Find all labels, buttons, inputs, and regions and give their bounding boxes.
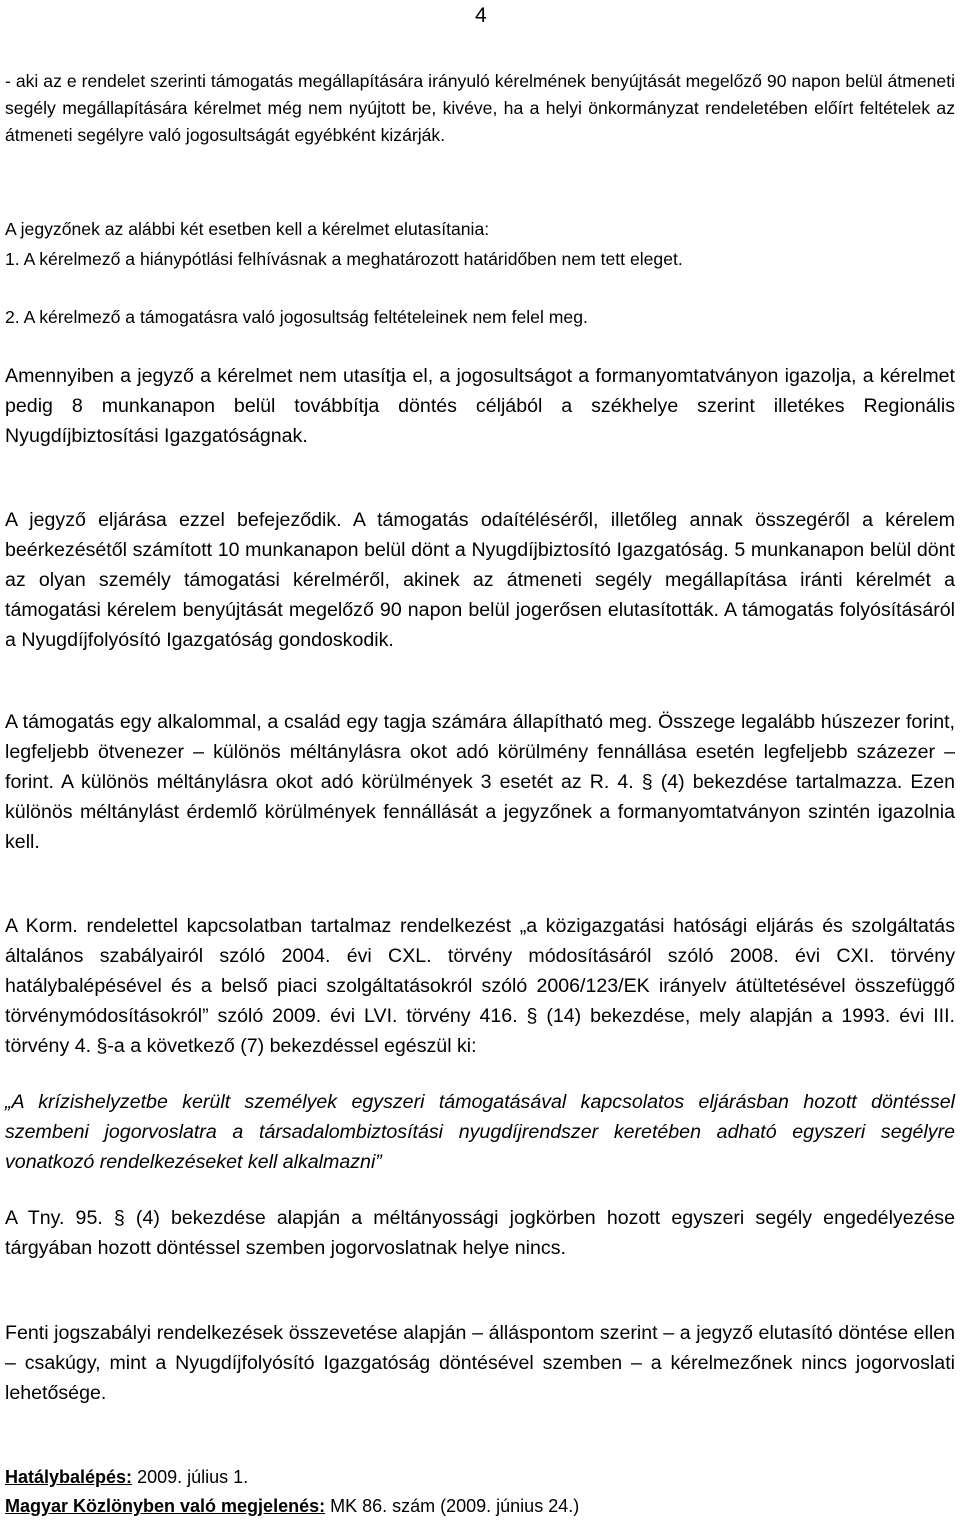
paragraph-rejection-case-1	[5, 246, 955, 273]
paragraph-text: - aki az e rendelet szerinti támogatás megállapítására irányuló kérelmének benyújtását megelőző 90 napon belül átmeneti segély megállapítására kérelmet még nem nyújtott be, kivéve, ha a helyi önkormányzat rendeletében előírt feltételek az átmeneti segélyre való jogosultságát egyébként kizárják.	[5, 71, 955, 145]
paragraph-quoted-provision	[5, 1087, 955, 1177]
paragraph-text: „A krízishelyzetbe került személyek egyszeri támogatásával kapcsolatos eljárásban hozott döntéssel szembeni jogorvoslatra a társadalombiztosítási nyugdíjrendszer keretében adható egyszeri segélyre vonatkozó rendelkezéseket kell alkalmazni”	[5, 1091, 955, 1173]
paragraph-text: A jegyzőnek az alábbi két esetben kell a kérelmet elutasítania:	[5, 219, 490, 239]
paragraph-eligibility-condition	[5, 68, 955, 149]
paragraph-rejection-intro	[5, 216, 955, 243]
paragraph-text: A támogatás egy alkalommal, a család egy tagja számára állapítható meg. Összege legalább húszezer forint, legfeljebb ötvenezer – különös méltánylásra okot adó körülmény fennállása esetén legfeljebb százezer – forint. A különös méltánylásra okot adó körülmények 3 esetét az R. 4. § (4) bekezdése tartalmazza. Ezen különös méltánylást érdemlő körülmények fennállását a jegyzőnek a formanyomtatványon szintén igazolnia kell.	[5, 711, 955, 853]
paragraph-text: A Korm. rendelettel kapcsolatban tartalmaz rendelkezést „a közigazgatási hatósági eljárás és szolgáltatás általános szabályairól szóló 2004. évi CXL. törvény módosításáról szóló 2008. évi CXI. törvény hatálybalépésével és a belső piaci szolgáltatásokról szóló 2006/123/EK irányelv átültetésével összefüggő törvénymódosításokról” szóló 2009. évi LVI. törvény 416. § (14) bekezdése, mely alapján a 1993. évi III. törvény 4. §-a a következő (7) bekezdéssel egészül ki:	[5, 915, 955, 1057]
paragraph-tny	[5, 1203, 955, 1263]
paragraph-decision	[5, 505, 955, 655]
paragraph-text: Amennyiben a jegyző a kérelmet nem utasítja el, a jogosultságot a formanyomtatványon igazolja, a kérelmet pedig 8 munkanapon belül továbbítja döntés céljából a székhelye szerint illetékes Regionális Nyugdíjbiztosítási Igazgatóságnak.	[5, 365, 955, 447]
paragraph-text: 2. A kérelmező a támogatásra való jogosultság feltételeinek nem felel meg.	[5, 307, 588, 327]
paragraph-forwarding	[5, 361, 955, 451]
effective-date-label: Hatálybalépés:	[5, 1467, 133, 1487]
footer-gazette	[5, 1492, 955, 1520]
paragraph-amount	[5, 707, 955, 857]
paragraph-text: A jegyző eljárása ezzel befejeződik. A támogatás odaítéléséről, illetőleg annak összegéről a kérelem beérkezésétől számított 10 munkanapon belül dönt a Nyugdíjbiztosító Igazgatóság. 5 munkanapon belül dönt az olyan személy támogatási kérelméről, akinek az átmeneti segély megállapítása iránti kérelmét a támogatási kérelem benyújtását megelőző 90 napon belül jogerősen elutasították. A támogatás folyósításáról a Nyugdíjfolyósító Igazgatóság gondoskodik.	[5, 509, 955, 651]
paragraph-text: 1. A kérelmező a hiánypótlási felhívásnak a meghatározott határidőben nem tett eleget.	[5, 249, 683, 269]
paragraph-amendment	[5, 911, 955, 1061]
paragraph-rejection-case-2	[5, 304, 955, 331]
footer-effective-date	[5, 1463, 955, 1491]
paragraph-conclusion	[5, 1318, 955, 1408]
effective-date-value: 2009. július 1.	[132, 1467, 249, 1487]
paragraph-text: A Tny. 95. § (4) bekezdése alapján a méltányossági jogkörben hozott egyszeri segély engedélyezése tárgyában hozott döntéssel szemben jogorvoslatnak helye nincs.	[5, 1207, 955, 1259]
page-number: 4	[475, 4, 487, 27]
gazette-label: Magyar Közlönyben való megjelenés:	[5, 1496, 326, 1516]
gazette-value: MK 86. szám (2009. június 24.)	[325, 1496, 580, 1516]
paragraph-text: Fenti jogszabályi rendelkezések összevetése alapján – álláspontom szerint – a jegyző elutasító döntése ellen – csakúgy, mint a Nyugdíjfolyósító Igazgatóság döntésével szemben – a kérelmezőnek nincs jogorvoslati lehetősége.	[5, 1322, 955, 1404]
